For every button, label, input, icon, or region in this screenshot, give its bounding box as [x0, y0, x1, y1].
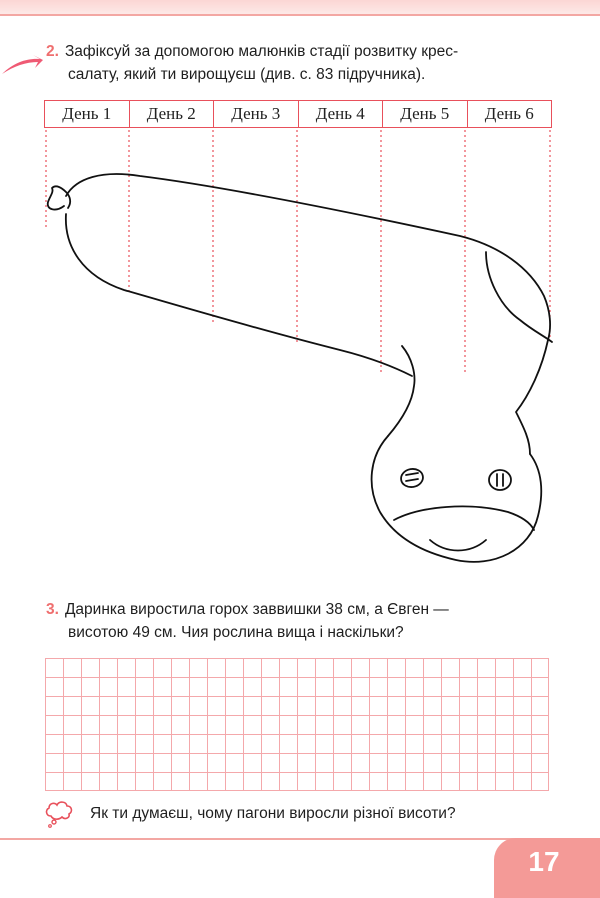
day-header: День 6 [484, 104, 534, 123]
day-header: День 3 [214, 101, 299, 127]
day-header: День 2 [130, 101, 215, 127]
task-2 [46, 40, 566, 86]
task-3-line-2: висотою 49 см. Чия рослина вища і наскільки? [68, 624, 404, 641]
page-number: 17 [528, 846, 560, 877]
thinking-question [44, 800, 456, 828]
seed-character-drawing [0, 128, 600, 578]
character-outline [48, 174, 552, 562]
thought-cloud-icon [44, 800, 74, 828]
task-2-line-1: 2. Зафіксуй за допомогою малюнків стадії розвитку крес- [46, 43, 459, 60]
task-3-line-1: 3. Даринка виростила горох заввишки 38 см, а Євген — [46, 601, 449, 618]
task-3-number: 3. [46, 601, 59, 618]
task-3 [46, 598, 566, 644]
arrow-pointer-icon [0, 54, 44, 80]
top-band [0, 0, 600, 16]
task-2-line-2: салату, який ти вирощуєш (див. с. 83 підручника). [68, 66, 426, 83]
day-header: День 1 [45, 101, 130, 127]
days-table [44, 100, 552, 128]
day-header: День 5 [383, 101, 468, 127]
day-divider-lines [46, 130, 550, 372]
day-header: День 4 [299, 101, 384, 127]
task-2-number: 2. [46, 43, 59, 60]
answer-grid[interactable] [45, 658, 549, 791]
thinking-question-text: Як ти думаєш, чому пагони виросли різної висоти? [90, 805, 456, 822]
